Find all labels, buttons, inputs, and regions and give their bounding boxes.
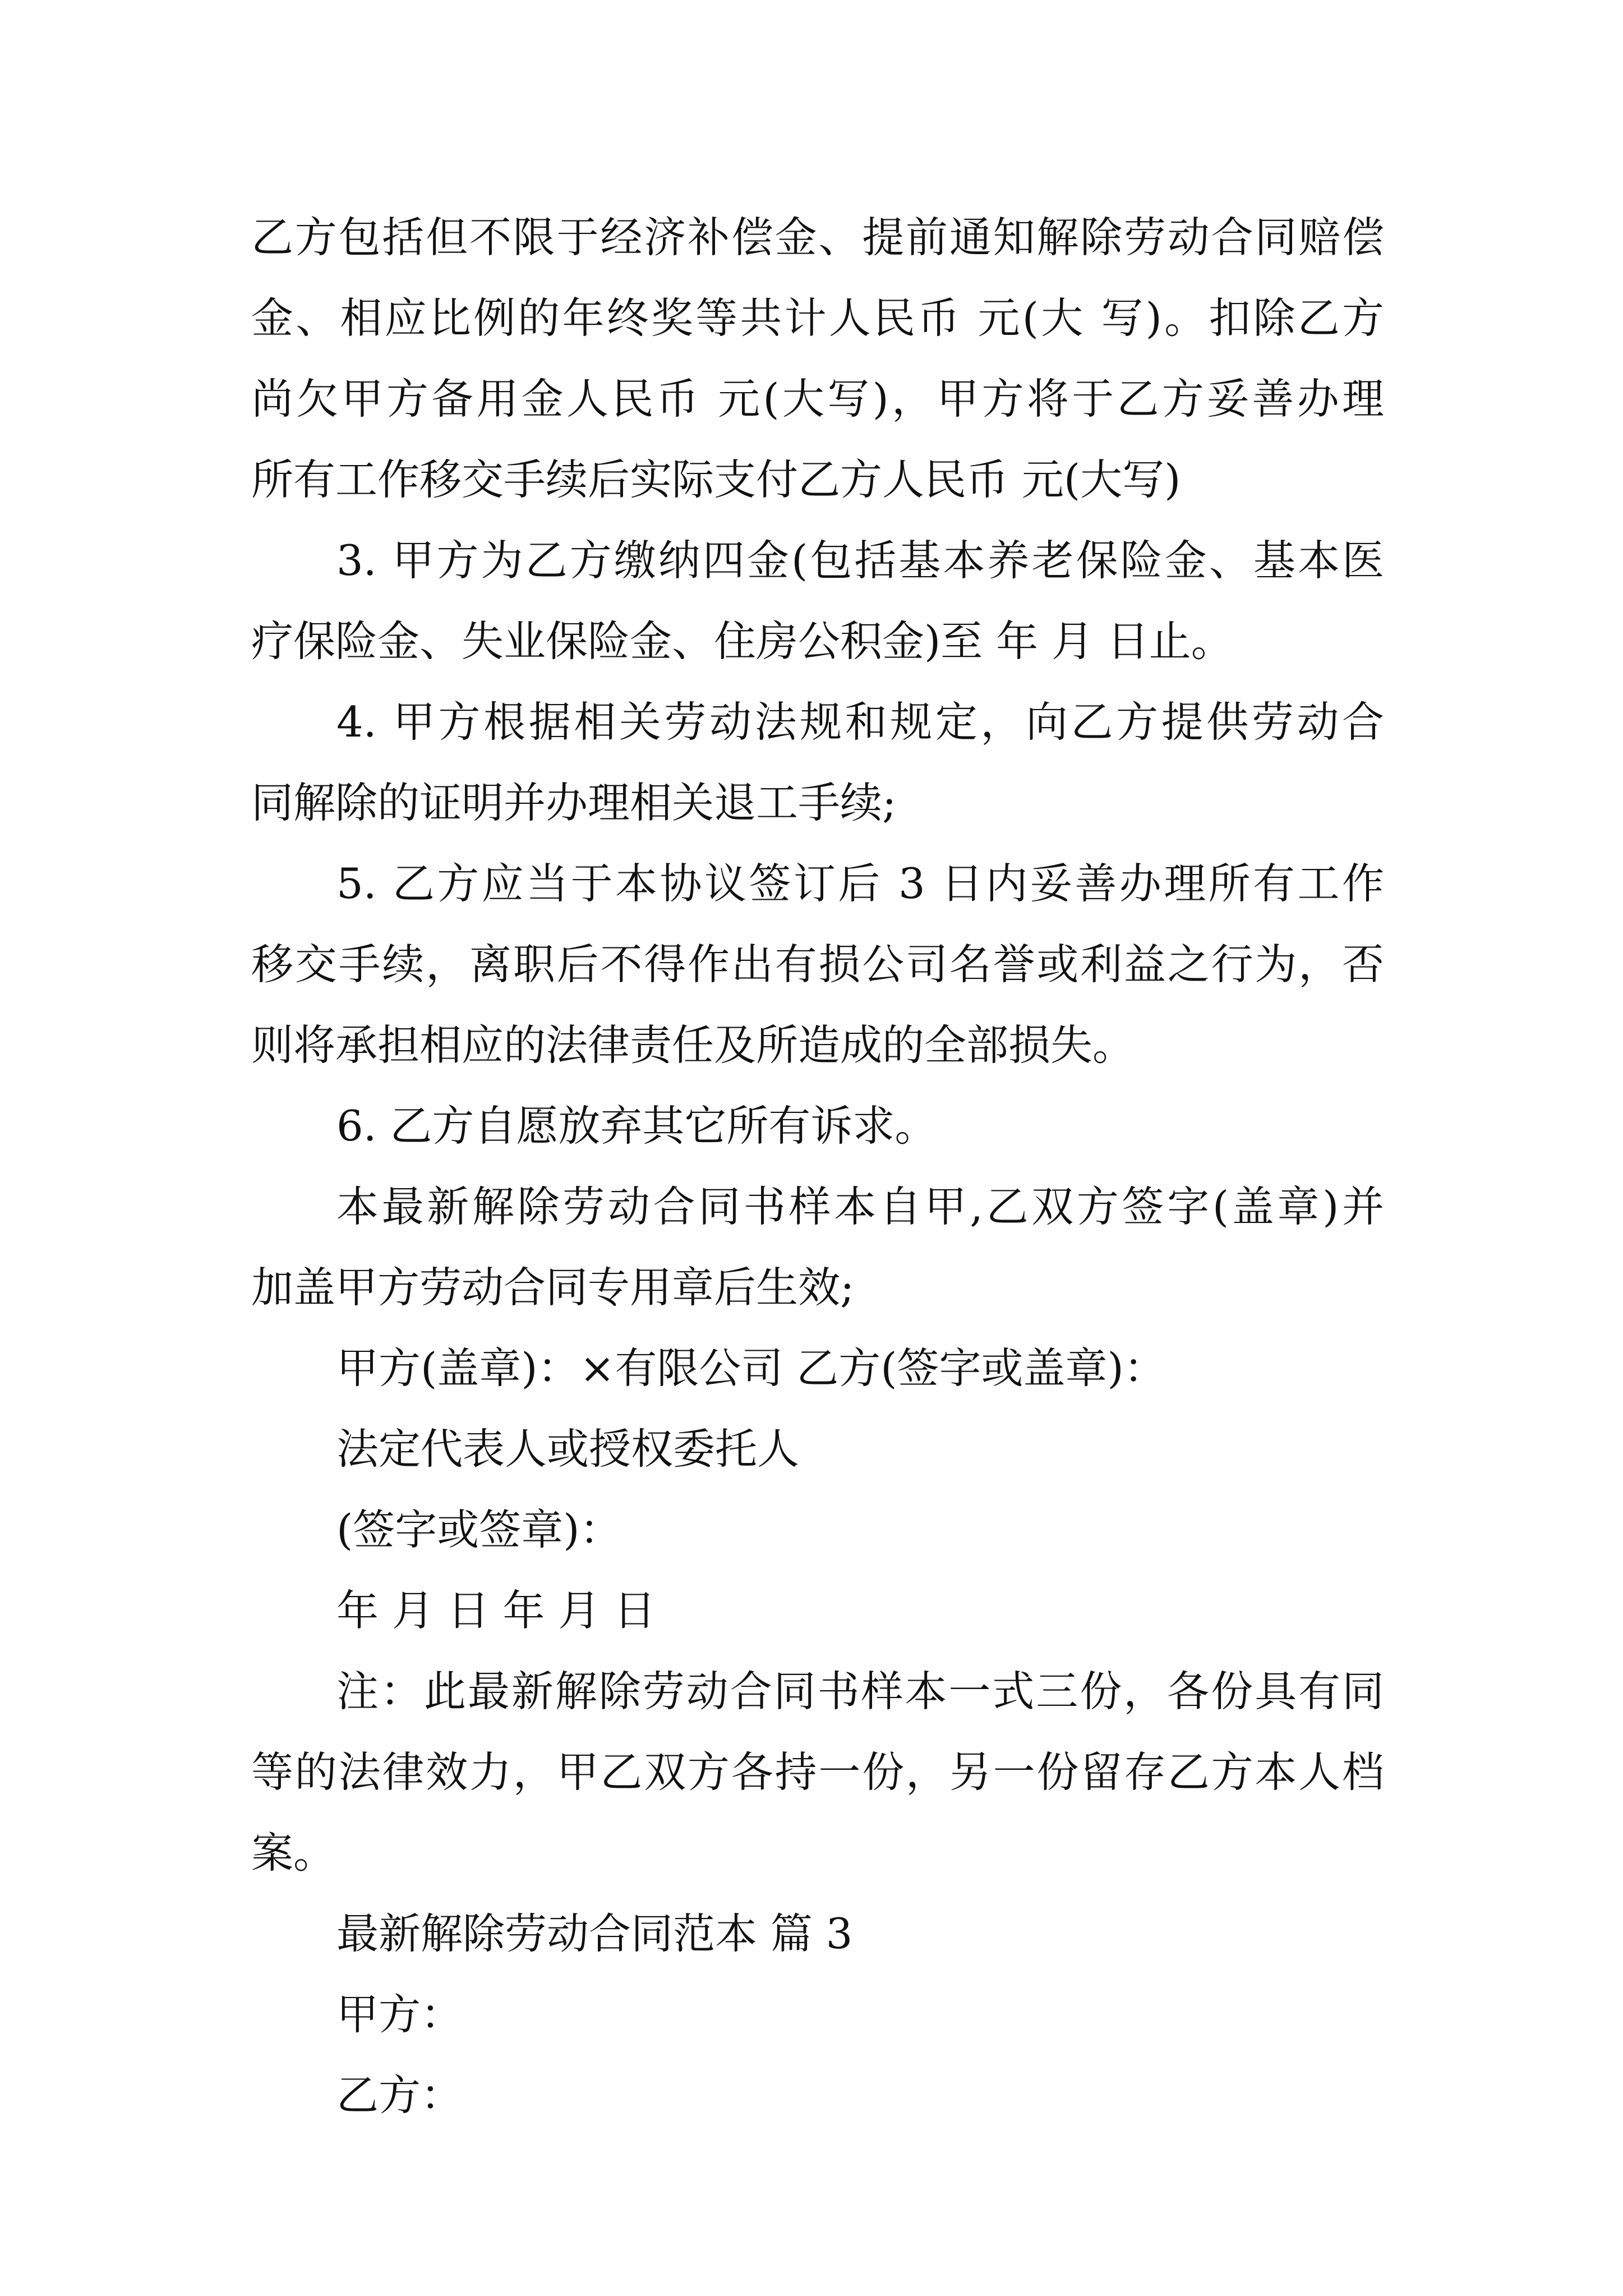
signature-line: (签字或签章)： xyxy=(336,1505,622,1554)
paragraph-line: 同解除的证明并办理相关退工手续; xyxy=(251,778,897,827)
note-line: 注：此最新解除劳动合同书样本一式三份，各份具有同 xyxy=(336,1667,1384,1716)
paragraph-line: 案。 xyxy=(251,1828,336,1878)
paragraph-line: 疗保险金、失业保险金、住房公积金)至 年 月 日止。 xyxy=(251,616,1233,666)
paragraph-line: 加盖甲方劳动合同专用章后生效; xyxy=(251,1263,855,1312)
clause-6-line: 6. 乙方自愿放弃其它所有诉求。 xyxy=(336,1101,937,1151)
paragraph-line: 尚欠甲方备用金人民币 元(大写)，甲方将于乙方妥善办理 xyxy=(251,374,1384,424)
clause-3-line: 3. 甲方为乙方缴纳四金(包括基本养老保险金、基本医 xyxy=(336,536,1384,585)
paragraph-line: 所有工作移交手续后实际支付乙方人民币 元(大写) xyxy=(251,455,1181,504)
section-heading: 最新解除劳动合同范本 篇 3 xyxy=(336,1909,853,1958)
party-a-label: 甲方： xyxy=(336,1990,463,2039)
paragraph-line: 金、相应比例的年终奖等共计人民币 元(大 写)。扣除乙方 xyxy=(251,293,1384,343)
clause-5-line: 5. 乙方应当于本协议签订后 3 日内妥善办理所有工作 xyxy=(336,859,1384,908)
signature-party-line: 甲方(盖章)：×有限公司 乙方(签字或盖章)： xyxy=(336,1343,1166,1393)
effective-clause-line: 本最新解除劳动合同书样本自甲,乙双方签字(盖章)并 xyxy=(336,1182,1384,1231)
date-line: 年 月 日 年 月 日 xyxy=(336,1586,656,1635)
clause-4-line: 4. 甲方根据相关劳动法规和规定，向乙方提供劳动合 xyxy=(336,697,1384,747)
party-b-label: 乙方： xyxy=(336,2070,463,2120)
paragraph-line: 移交手续，离职后不得作出有损公司名誉或利益之行为，否 xyxy=(251,940,1384,989)
paragraph-line: 等的法律效力，甲乙双方各持一份，另一份留存乙方本人档 xyxy=(251,1747,1384,1797)
paragraph-line: 则将承担相应的法律责任及所造成的全部损失。 xyxy=(251,1020,1135,1070)
legal-representative-line: 法定代表人或授权委托人 xyxy=(336,1424,800,1474)
paragraph-line: 乙方包括但不限于经济补偿金、提前通知解除劳动合同赔偿 xyxy=(251,213,1384,262)
